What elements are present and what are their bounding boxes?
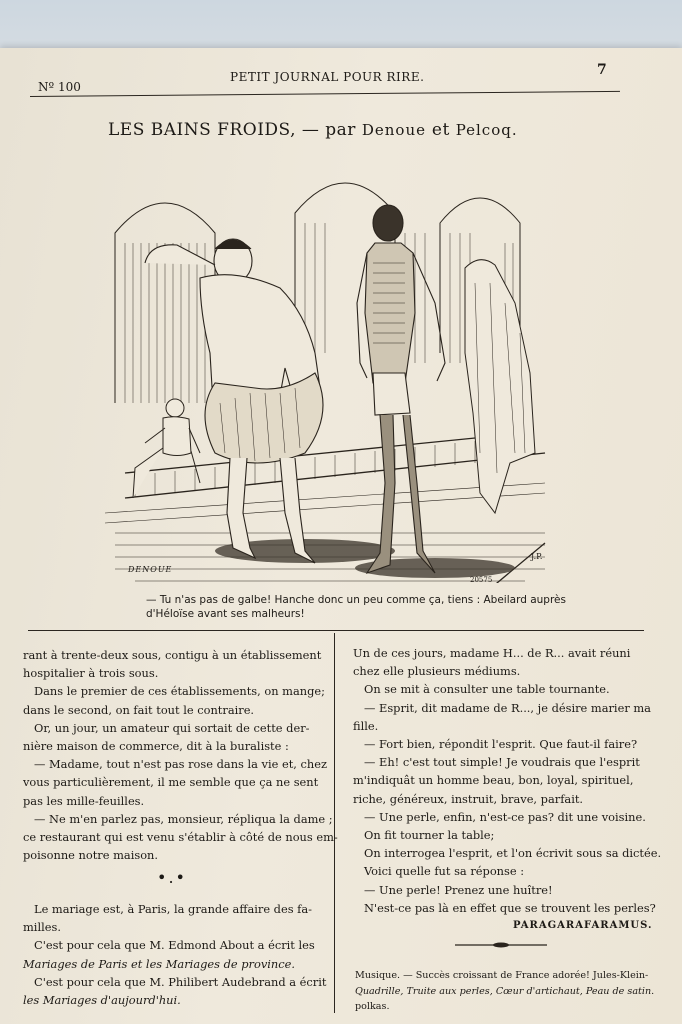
text-line: — Fort bien, répondit l'esprit. Que faut-il faire? bbox=[364, 737, 638, 752]
text-line: fille. bbox=[353, 718, 379, 733]
seated-bather-figure bbox=[133, 399, 200, 498]
engraving-illustration bbox=[105, 153, 550, 583]
text-line: Le mariage est, à Paris, la grande affaire des fa- bbox=[34, 902, 313, 916]
separator-dots: •.• bbox=[157, 868, 187, 887]
section-rule bbox=[28, 630, 644, 631]
caption-line: — Tu n'as pas de galbe! Hanche donc un peu comme ça, tiens : Abeilard auprès bbox=[146, 594, 566, 606]
page-number: 7 bbox=[597, 62, 607, 78]
right-column-text bbox=[353, 644, 661, 935]
text-line: ce restaurant qui est venu s'établir à côté de nous em- bbox=[23, 830, 338, 845]
plate-number: 20575 bbox=[470, 576, 493, 584]
thin-bather-figure bbox=[357, 205, 445, 573]
text-line: C'est pour cela que M. Edmond About a écrit les bbox=[34, 938, 315, 953]
text-line: Voici quelle fut sa réponse : bbox=[364, 864, 525, 879]
text-line: — Ne m'en parlez pas, monsieur, répliqua la dame ; bbox=[34, 811, 333, 826]
title-dash: — par bbox=[301, 120, 356, 140]
draped-figure bbox=[465, 260, 535, 513]
engraver-signature: DENOUE bbox=[128, 565, 173, 574]
text-line: On se mit à consulter une table tournante. bbox=[364, 682, 610, 697]
ornament-divider bbox=[455, 941, 547, 949]
issue-number: Nº 100 bbox=[38, 80, 81, 94]
text-line: m'indiquât un homme beau, bon, loyal, spirituel, bbox=[353, 773, 634, 788]
text-line: vous particulièrement, il me semble que ça ne sent bbox=[23, 775, 319, 790]
text-line: riche, généreux, instruit, brave, parfait. bbox=[353, 791, 584, 806]
text-line: les Mariages d'aujourd'hui. bbox=[23, 993, 181, 1008]
text-line: Musique. — Succès croissant de France adorée! Jules-Klein- bbox=[355, 970, 649, 981]
journal-title: PETIT JOURNAL POUR RIRE. bbox=[230, 70, 425, 84]
text-line: — Une perle, enfin, n'est-ce pas? dit une voisine. bbox=[364, 809, 646, 824]
text-line: On fit tourner la table; bbox=[364, 828, 495, 843]
text-line: poisonne notre maison. bbox=[23, 848, 159, 863]
author-signature: PARAGARAFARAMUS. bbox=[513, 920, 653, 932]
text-line: Mariages de Paris et les Mariages de province. bbox=[23, 956, 296, 971]
musique-notice bbox=[355, 968, 654, 1015]
text-line: Quadrille, Truite aux perles, Cœur d'artichaut, Peau de satin. bbox=[355, 985, 655, 997]
title-et: et bbox=[431, 120, 450, 140]
caption-line: d'Héloïse avant ses malheurs! bbox=[146, 608, 305, 620]
text-line: polkas. bbox=[355, 1001, 390, 1012]
text-line: Dans le premier de ces établissements, on mange; bbox=[34, 684, 325, 699]
newspaper-page bbox=[0, 48, 682, 1024]
text-line: chez elle plusieurs médiums. bbox=[353, 664, 521, 679]
text-line: — Eh! c'est tout simple! Je voudrais que l'esprit bbox=[364, 755, 640, 770]
text-line: — Une perle! Prenez une huître! bbox=[364, 882, 553, 897]
left-column-text-2 bbox=[23, 900, 326, 1009]
text-line: Or, un jour, un amateur qui sortait de cette der- bbox=[34, 720, 310, 735]
text-line: nière maison de commerce, dit à la buraliste : bbox=[23, 739, 289, 754]
text-line: milles. bbox=[23, 920, 61, 935]
text-line: dans le second, on fait tout le contraire. bbox=[23, 702, 255, 717]
text-line: N'est-ce pas là en effet que se trouvent les perles? bbox=[364, 900, 656, 915]
title-main: LES BAINS FROIDS, bbox=[108, 120, 296, 140]
author-2: Pelcoq. bbox=[455, 121, 518, 139]
text-line: — Esprit, dit madame de R..., je désire marier ma bbox=[364, 700, 651, 715]
illustration-caption bbox=[146, 593, 566, 621]
text-line: rant à trente-deux sous, contigu à un établissement bbox=[23, 648, 322, 662]
text-line: Un de ces jours, madame H... de R... avait réuni bbox=[353, 646, 631, 660]
text-line: C'est pour cela que M. Philibert Audebrand a écrit bbox=[34, 974, 327, 989]
article-title bbox=[108, 120, 518, 140]
text-line: — Madame, tout n'est pas rose dans la vie et, chez bbox=[34, 757, 328, 772]
text-line: pas les mille-feuilles. bbox=[23, 793, 145, 808]
artist-monogram: J.P. bbox=[531, 552, 543, 561]
author-1: Denoue bbox=[361, 121, 426, 139]
left-column-text bbox=[23, 646, 338, 864]
text-line: hospitalier à trois sous. bbox=[23, 666, 159, 681]
text-line: On interrogea l'esprit, et l'on écrivit sous sa dictée. bbox=[364, 846, 662, 861]
header-rule bbox=[30, 91, 620, 97]
